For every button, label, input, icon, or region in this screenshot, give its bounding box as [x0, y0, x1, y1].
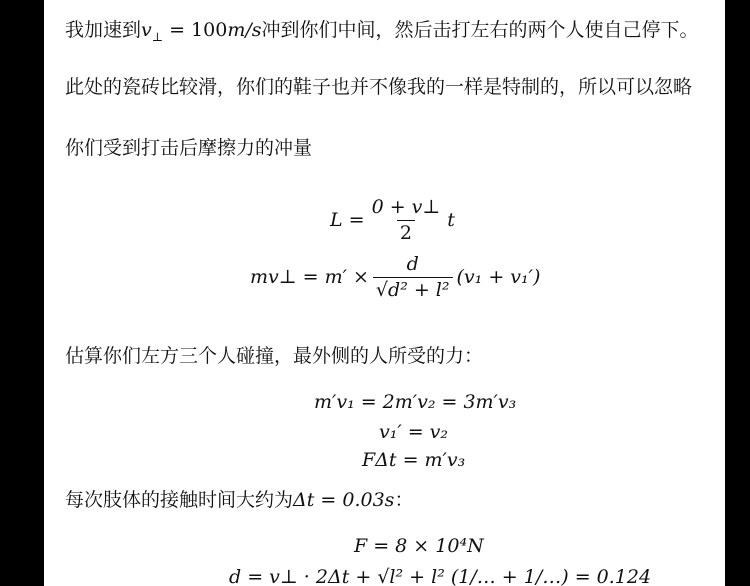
eq1-numerator: 0 + v⊥ [371, 196, 441, 218]
eq5-text: FΔt = m′v₃ [362, 449, 466, 471]
eq7-text: d = v⊥ · 2Δt + √l² + l² (1/… + 1/…) = 0.124 [229, 566, 652, 586]
p1-unit: m/s [227, 19, 262, 41]
paragraph-contact-time [65, 491, 413, 510]
equation-velocity-relation [379, 423, 448, 442]
eq2-fraction [373, 255, 453, 300]
p1-text-after: 冲到你们中间，然后击打左右的两个人使自己停下。 [261, 19, 699, 41]
equation-distance-partial [229, 568, 651, 586]
document-page [44, 0, 725, 586]
p1-value: = 100 [163, 19, 228, 41]
p1-velocity-symbol: $v_\perp$ [141, 19, 164, 44]
eq1-lhs: L = [330, 209, 365, 231]
paragraph-friction: 此处的瓷砖比较滑，你们的鞋子也并不像我的一样是特制的，所以可以忽略 [65, 76, 693, 98]
eq2-denominator: √d² + l² [373, 277, 453, 300]
eq1-denominator: 2 [397, 220, 415, 243]
equation-collision-chain [314, 393, 516, 412]
eq1-tail: t [447, 209, 455, 231]
eq1-fraction [369, 198, 444, 243]
eq6-text: F = 8 × 10⁴N [354, 535, 484, 557]
eq2-tail: (v₁ + v₁′) [456, 266, 541, 288]
equation-momentum [250, 255, 540, 300]
p5-text-after: ： [394, 489, 414, 511]
paragraph-acceleration [65, 21, 699, 43]
equation-force-result [354, 537, 484, 556]
eq4-text: v₁′ = v₂ [379, 421, 449, 443]
eq3-text: m′v₁ = 2m′v₂ = 3m′v₃ [314, 391, 517, 413]
eq2-numerator: d [406, 253, 419, 275]
equation-impulse [330, 198, 455, 243]
p5-text-before: 每次肢体的接触时间大约为 [65, 489, 294, 511]
equation-force-impulse [362, 451, 465, 470]
p1-text-before: 我加速到 [65, 19, 142, 41]
paragraph-impulse: 你们受到打击后摩擦力的冲量 [65, 137, 313, 159]
p5-math: Δt = 0.03s [293, 489, 395, 511]
paragraph-collision: 估算你们左方三个人碰撞，最外侧的人所受的力： [65, 345, 484, 367]
eq2-lhs: mv⊥ = m′ × [250, 266, 369, 288]
